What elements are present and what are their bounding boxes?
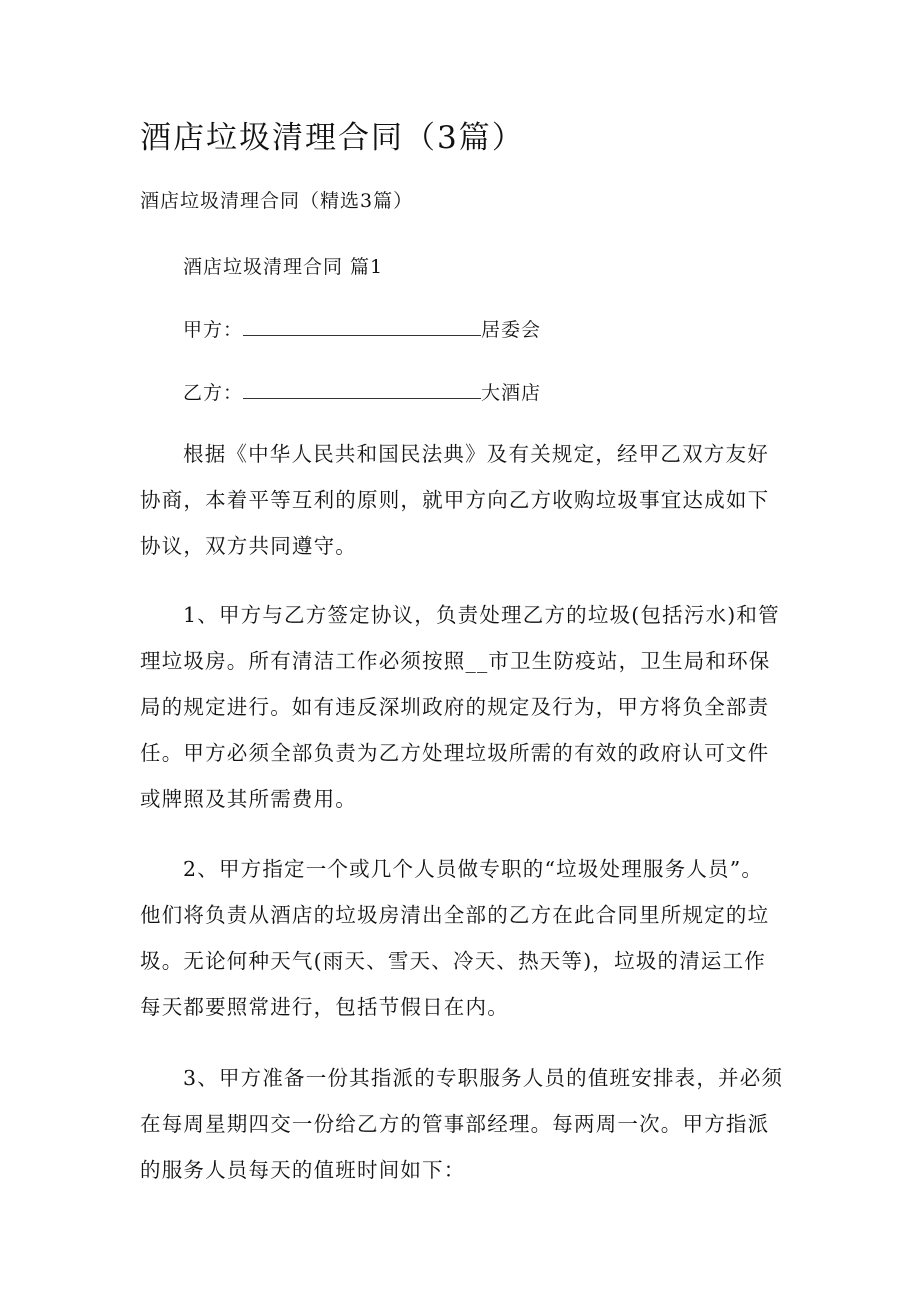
- party-a-blank: [243, 317, 481, 336]
- text-line: 圾。无论何种天气(雨天、雪天、冷天、热天等)，垃圾的清运工作: [140, 949, 766, 973]
- text-line: 3、甲方准备一份其指派的专职服务人员的值班安排表，并必须: [183, 1066, 784, 1090]
- text-line: 每天都要照常进行，包括节假日在内。: [140, 995, 509, 1019]
- text-line: 在每周星期四交一份给乙方的管事部经理。每两周一次。甲方指派: [140, 1112, 770, 1136]
- text-line: 根据《中华人民共和国民法典》及有关规定，经甲乙双方友好: [183, 442, 769, 466]
- party-b-blank: [243, 380, 481, 399]
- text-line: 1、甲方与乙方签定协议，负责处理乙方的垃圾(包括污水)和管: [183, 603, 780, 627]
- text-line: 的服务人员每天的值班时间如下：: [140, 1158, 466, 1182]
- party-b-line: [183, 378, 541, 405]
- paragraph-clause-2: [140, 846, 800, 1030]
- document-title: 酒店垃圾清理合同（3篇）: [140, 120, 525, 156]
- party-a-label: 甲方：: [183, 319, 244, 341]
- text-line: 协商，本着平等互利的原则，就甲方向乙方收购垃圾事宜达成如下: [140, 488, 770, 512]
- text-line: 2、甲方指定一个或几个人员做专职的“垃圾处理服务人员”。: [183, 857, 764, 881]
- text-line: 或牌照及其所需费用。: [140, 787, 357, 811]
- paragraph-clause-1: [140, 592, 800, 822]
- party-b-label: 乙方：: [183, 382, 244, 404]
- party-a-value: 居委会: [481, 319, 542, 341]
- document-subtitle: 酒店垃圾清理合同（精选3篇）: [140, 190, 414, 212]
- paragraph-clause-3: [140, 1055, 800, 1193]
- party-a-line: [183, 315, 541, 342]
- party-b-value: 大酒店: [481, 382, 542, 404]
- paragraph-preamble: [140, 431, 800, 569]
- section-heading: 酒店垃圾清理合同 篇1: [183, 256, 384, 278]
- text-line: 局的规定进行。如有违反深圳政府的规定及行为，甲方将负全部责: [140, 695, 770, 719]
- text-line: 他们将负责从酒店的垃圾房清出全部的乙方在此合同里所规定的垃: [140, 903, 770, 927]
- text-line: 协议，双方共同遵守。: [140, 534, 357, 558]
- text-line: 任。甲方必须全部负责为乙方处理垃圾所需的有效的政府认可文件: [140, 741, 770, 765]
- text-line: 理垃圾房。所有清洁工作必须按照__市卫生防疫站，卫生局和环保: [140, 649, 771, 673]
